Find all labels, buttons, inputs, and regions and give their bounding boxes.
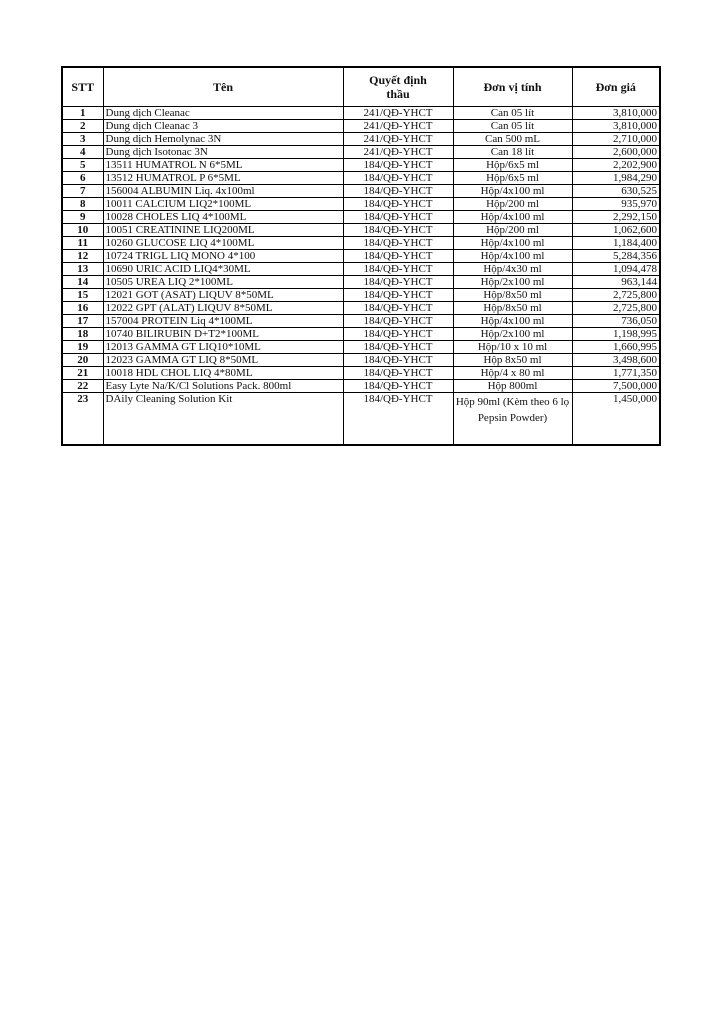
cell-unit: Can 05 lít [453, 107, 572, 120]
cell-stt: 17 [62, 315, 103, 328]
cell-stt: 8 [62, 198, 103, 211]
table-row [62, 289, 660, 302]
cell-name: DAily Cleaning Solution Kit [103, 393, 343, 445]
cell-name: Easy Lyte Na/K/Cl Solutions Pack. 800ml [103, 380, 343, 393]
cell-decision: 184/QĐ-YHCT [343, 393, 453, 445]
cell-stt: 2 [62, 120, 103, 133]
cell-name: Dung dịch Isotonac 3N [103, 146, 343, 159]
cell-unit: Hộp/4 x 80 ml [453, 367, 572, 380]
cell-stt: 15 [62, 289, 103, 302]
cell-stt: 13 [62, 263, 103, 276]
table-row [62, 146, 660, 159]
cell-decision: 184/QĐ-YHCT [343, 185, 453, 198]
table-row [62, 276, 660, 289]
cell-price: 1,660,995 [572, 341, 660, 354]
header-decision [343, 67, 453, 107]
table-row [62, 302, 660, 315]
cell-name: 13512 HUMATROL P 6*5ML [103, 172, 343, 185]
cell-unit: Hộp/4x100 ml [453, 237, 572, 250]
cell-decision: 184/QĐ-YHCT [343, 354, 453, 367]
header-name: Tên [103, 67, 343, 107]
cell-unit: Hộp/4x100 ml [453, 250, 572, 263]
cell-decision: 184/QĐ-YHCT [343, 341, 453, 354]
cell-price: 1,984,290 [572, 172, 660, 185]
cell-stt: 6 [62, 172, 103, 185]
cell-decision: 184/QĐ-YHCT [343, 367, 453, 380]
cell-name: 157004 PROTEIN Liq 4*100ML [103, 315, 343, 328]
cell-price: 3,810,000 [572, 107, 660, 120]
cell-decision: 184/QĐ-YHCT [343, 250, 453, 263]
header-unit: Đơn vị tính [453, 67, 572, 107]
header-stt: STT [62, 67, 103, 107]
cell-name: Dung dịch Cleanac [103, 107, 343, 120]
cell-decision: 184/QĐ-YHCT [343, 302, 453, 315]
table-row [62, 107, 660, 120]
cell-decision: 184/QĐ-YHCT [343, 159, 453, 172]
cell-unit: Hộp 8x50 ml [453, 354, 572, 367]
cell-decision: 241/QĐ-YHCT [343, 107, 453, 120]
header-price: Đơn giá [572, 67, 660, 107]
cell-unit: Hộp 800ml [453, 380, 572, 393]
cell-name: 12022 GPT (ALAT) LIQUV 8*50ML [103, 302, 343, 315]
cell-unit: Hộp/200 ml [453, 198, 572, 211]
cell-price: 2,292,150 [572, 211, 660, 224]
table-row [62, 198, 660, 211]
cell-price: 2,725,800 [572, 289, 660, 302]
cell-price: 963,144 [572, 276, 660, 289]
cell-stt: 10 [62, 224, 103, 237]
cell-unit: Hộp/10 x 10 ml [453, 341, 572, 354]
cell-decision: 184/QĐ-YHCT [343, 224, 453, 237]
cell-stt: 23 [62, 393, 103, 445]
cell-decision: 184/QĐ-YHCT [343, 172, 453, 185]
cell-decision: 241/QĐ-YHCT [343, 120, 453, 133]
price-table [61, 66, 661, 446]
cell-decision: 184/QĐ-YHCT [343, 315, 453, 328]
cell-stt: 3 [62, 133, 103, 146]
cell-stt: 4 [62, 146, 103, 159]
cell-name: 12021 GOT (ASAT) LIQUV 8*50ML [103, 289, 343, 302]
cell-price: 5,284,356 [572, 250, 660, 263]
cell-unit: Can 500 mL [453, 133, 572, 146]
cell-stt: 7 [62, 185, 103, 198]
table-row [62, 367, 660, 380]
cell-unit: Hộp/4x100 ml [453, 185, 572, 198]
cell-stt: 11 [62, 237, 103, 250]
cell-name: Dung dịch Hemolynac 3N [103, 133, 343, 146]
table-row [62, 211, 660, 224]
cell-stt: 1 [62, 107, 103, 120]
cell-unit: Hộp/4x30 ml [453, 263, 572, 276]
table-row [62, 380, 660, 393]
cell-decision: 184/QĐ-YHCT [343, 328, 453, 341]
cell-stt: 5 [62, 159, 103, 172]
cell-unit: Hộp/8x50 ml [453, 302, 572, 315]
cell-name: 10690 URIC ACID LIQ4*30ML [103, 263, 343, 276]
cell-stt: 14 [62, 276, 103, 289]
table-row [62, 315, 660, 328]
table-row [62, 250, 660, 263]
header-decision-line2: thầu [386, 87, 410, 101]
cell-price: 3,810,000 [572, 120, 660, 133]
cell-decision: 184/QĐ-YHCT [343, 289, 453, 302]
cell-unit: Hộp 90ml (Kèm theo 6 lọ Pepsin Powder) [453, 393, 572, 445]
cell-unit: Hộp/2x100 ml [453, 276, 572, 289]
cell-unit: Hộp/4x100 ml [453, 315, 572, 328]
cell-price: 1,184,400 [572, 237, 660, 250]
cell-name: 10740 BILIRUBIN D+T2*100ML [103, 328, 343, 341]
cell-unit: Hộp/4x100 ml [453, 211, 572, 224]
cell-name: 12023 GAMMA GT LIQ 8*50ML [103, 354, 343, 367]
table-row [62, 172, 660, 185]
cell-name: 10018 HDL CHOL LIQ 4*80ML [103, 367, 343, 380]
table-row [62, 224, 660, 237]
cell-price: 1,062,600 [572, 224, 660, 237]
cell-name: Dung dịch Cleanac 3 [103, 120, 343, 133]
table-row [62, 263, 660, 276]
cell-stt: 19 [62, 341, 103, 354]
cell-unit: Hộp/2x100 ml [453, 328, 572, 341]
table-row [62, 328, 660, 341]
cell-name: 10724 TRIGL LIQ MONO 4*100 [103, 250, 343, 263]
table-row [62, 120, 660, 133]
cell-name: 13511 HUMATROL N 6*5ML [103, 159, 343, 172]
cell-price: 1,198,995 [572, 328, 660, 341]
cell-stt: 9 [62, 211, 103, 224]
cell-decision: 184/QĐ-YHCT [343, 276, 453, 289]
cell-stt: 18 [62, 328, 103, 341]
cell-unit: Hộp/6x5 ml [453, 172, 572, 185]
cell-price: 1,450,000 [572, 393, 660, 445]
header-decision-line1: Quyết định [369, 73, 427, 87]
cell-decision: 241/QĐ-YHCT [343, 146, 453, 159]
cell-unit: Hộp/200 ml [453, 224, 572, 237]
cell-price: 2,600,000 [572, 146, 660, 159]
table-row [62, 133, 660, 146]
table-header-row [62, 67, 660, 107]
table-row [62, 354, 660, 367]
cell-name: 10051 CREATININE LIQ200ML [103, 224, 343, 237]
cell-decision: 184/QĐ-YHCT [343, 211, 453, 224]
cell-name: 10011 CALCIUM LIQ2*100ML [103, 198, 343, 211]
cell-decision: 241/QĐ-YHCT [343, 133, 453, 146]
cell-price: 2,202,900 [572, 159, 660, 172]
cell-decision: 184/QĐ-YHCT [343, 198, 453, 211]
cell-stt: 22 [62, 380, 103, 393]
table-body [62, 107, 660, 445]
table-row [62, 341, 660, 354]
cell-price: 2,710,000 [572, 133, 660, 146]
cell-unit: Hộp/6x5 ml [453, 159, 572, 172]
cell-price: 736,050 [572, 315, 660, 328]
cell-price: 2,725,800 [572, 302, 660, 315]
cell-price: 935,970 [572, 198, 660, 211]
cell-name: 156004 ALBUMIN Liq. 4x100ml [103, 185, 343, 198]
cell-price: 7,500,000 [572, 380, 660, 393]
cell-stt: 12 [62, 250, 103, 263]
cell-name: 10505 UREA LIQ 2*100ML [103, 276, 343, 289]
table-row [62, 393, 660, 445]
cell-price: 1,094,478 [572, 263, 660, 276]
table-row [62, 237, 660, 250]
cell-stt: 21 [62, 367, 103, 380]
cell-unit: Hộp/8x50 ml [453, 289, 572, 302]
cell-price: 630,525 [572, 185, 660, 198]
table-row [62, 159, 660, 172]
cell-stt: 20 [62, 354, 103, 367]
cell-name: 10028 CHOLES LIQ 4*100ML [103, 211, 343, 224]
cell-unit: Can 18 lít [453, 146, 572, 159]
cell-price: 1,771,350 [572, 367, 660, 380]
table-row [62, 185, 660, 198]
cell-decision: 184/QĐ-YHCT [343, 237, 453, 250]
cell-decision: 184/QĐ-YHCT [343, 380, 453, 393]
cell-name: 12013 GAMMA GT LIQ10*10ML [103, 341, 343, 354]
cell-stt: 16 [62, 302, 103, 315]
cell-name: 10260 GLUCOSE LIQ 4*100ML [103, 237, 343, 250]
cell-price: 3,498,600 [572, 354, 660, 367]
cell-unit: Can 05 lít [453, 120, 572, 133]
cell-decision: 184/QĐ-YHCT [343, 263, 453, 276]
